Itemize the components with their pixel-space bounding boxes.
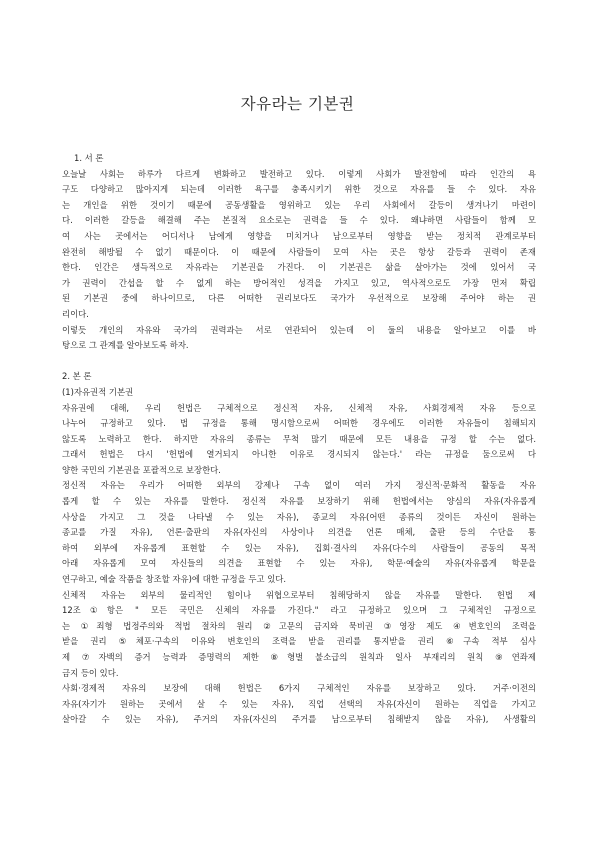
body-line: 2. 본 론 [62, 371, 92, 382]
body-line: 정신적 자유는 우리가 어떠한 외부의 강제나 구속 없이 여러 가지 정신적·문화적 활동을 자유 [62, 480, 536, 491]
body-line: 사상을 가지고 그 것을 나타낼 수 있는 자유), 종교의 자유(어떤 종류의 것이든 자신이 원하는 [62, 511, 536, 522]
body-line: 그래서 헌법은 다시 '헌법에 열거되지 아니한 이유로 경시되지 않는다.' 라는 규정을 둠으로써 다 [62, 449, 536, 460]
body-line: 받을 권리 ⑤체포·구속의 이유와 변호인의 조력을 받을 권리를 통지받을 권리 ⑥구속 적부 심사 [62, 636, 536, 647]
body-line: 1. 서 론 [74, 153, 104, 163]
body-line: 롭게 할 수 있는 자유를 말한다. 정신적 자유를 보장하기 위해 헌법에서는 양심의 자유(자유롭게 [62, 496, 536, 507]
body-line: 12조①항은 " 모든 국민은 신체의 자유를 가진다." 라고 규정하고 있으며 그 구체적인 규정으로 [62, 605, 536, 616]
body-line: 나누어 규정하고 있다. 법 규정을 통해 명시함으로써 어떠한 경우에도 이러한 자유들이 침해되지 [62, 418, 536, 429]
body-line: 구도 다양하고 많아지게 되는데 이러한 욕구를 충족시키기 위한 것으로 자유를 들 수 있다. 자유 [62, 184, 536, 195]
body-line: 제 ⑦자백의 증거 능력과 증명력의 제한 ⑧형벌 불소급의 원칙과 일사 부재리의 원칙 ⑨연좌제 [62, 652, 536, 662]
body-line: 금지 등이 있다. [62, 667, 119, 678]
document-body [62, 151, 536, 728]
body-line: 는 개인을 위한 것이기 때문에 공동생활을 영위하고 있는 우리 사회에서 갈등이 생겨나기 마련이 [62, 199, 536, 210]
body-line: 리이다. [62, 308, 89, 319]
document-title: 자유라는 기본권 [240, 95, 355, 113]
body-line: 완전히 해방될 수 없기 때문이다. 이 때문에 사람들이 모여 사는 곳은 항상 갈등과 권력이 존재 [62, 246, 536, 257]
body-line: 신체적 자유는 외부의 물리적인 힘이나 위협으로부터 침해당하지 않을 자유를 말한다. 헌법 제 [62, 589, 536, 600]
body-line: 자유(자기가 원하는 곳에서 살 수 있는 자유), 직업 선택의 자유(자신이 원하는 직업을 가지고 [62, 698, 536, 709]
body-line: 않도록 노력하고 한다. 하지만 자유의 종류는 무척 많기 때문에 모든 내용을 규정 할 수는 없다. [62, 433, 536, 444]
body-line: 탕으로 그 관계를 알아보도록 하자. [62, 340, 189, 351]
body-line: 이렇듯 개인의 자유와 국가의 권력과는 서로 연관되어 있는데 이 둘의 내용을 알아보고 이를 바 [62, 324, 536, 335]
paragraph-gap [62, 354, 536, 370]
body-line: 다. 이러한 갈등을 해결해 주는 본질적 요소로는 권력을 들 수 있다. 왜냐하면 사람들이 함께 모 [62, 215, 536, 226]
body-line: 양한 국민의 기본권을 포괄적으로 보장한다. [62, 464, 221, 475]
body-line: 가 권력이 간섭을 할 수 없게 하는 방어적인 성격을 가지고 있고, 역사적으로도 가장 먼저 확립 [62, 277, 536, 288]
body-line: 하여 외부에 자유롭게 표현할 수 있는 자유), 집회·결사의 자유(다수의 사람들이 공동의 목적 [62, 542, 536, 553]
body-line: 는 ①죄형 법정주의와 적법 절차의 원리 ②고문의 금지와 묵비권 ③영장 제도 ④변호인의 조력을 [62, 620, 536, 631]
body-line: 된 기본권 중에 하나이므로, 다른 어떠한 권리보다도 국가가 우선적으로 보장해 주어야 하는 권 [62, 293, 536, 304]
body-line: 살아갈 수 있는 자유), 주거의 자유(자신의 주거를 남으로부터 침해받지 않을 자유), 사생활의 [62, 714, 536, 725]
body-line: 종교를 가질 자유), 언론·출판의 자유(자신의 사상이나 의견을 언론 매체, 출판 등의 수단을 통 [62, 527, 536, 538]
body-line: 연구하고, 예술 작품을 창조할 자유)에 대한 규정을 두고 있다. [62, 574, 287, 585]
body-line: 한다. 인간은 생득적으로 자유라는 기본권을 가진다. 이 기본권은 삶을 살아가는 것에 있어서 국 [62, 262, 536, 273]
body-line: (1)자유권적 기본권 [62, 386, 134, 397]
body-line: 자유권에 대해, 우리 헌법은 구체적으로 정신적 자유, 신체적 자유, 사회경제적 자유 등으로 [62, 402, 536, 413]
body-line: 아래 자유롭게 모여 자신들의 의견을 표현할 수 있는 자유), 학문·예술의 자유(자유롭게 학문을 [62, 558, 536, 569]
body-line: 사회·경제적 자유의 보장에 대해 헌법은 6가지 구체적인 자유를 보장하고 있다. 거주·이전의 [62, 683, 536, 694]
body-line: 오늘날 사회는 하루가 다르게 변화하고 발전하고 있다. 이렇게 사회가 발전함에 따라 인간의 욕 [62, 168, 536, 179]
body-line: 여 사는 곳에서는 어디서나 남에게 영향을 미치거나 남으로부터 영향을 받는 정치적 관계로부터 [62, 230, 536, 241]
